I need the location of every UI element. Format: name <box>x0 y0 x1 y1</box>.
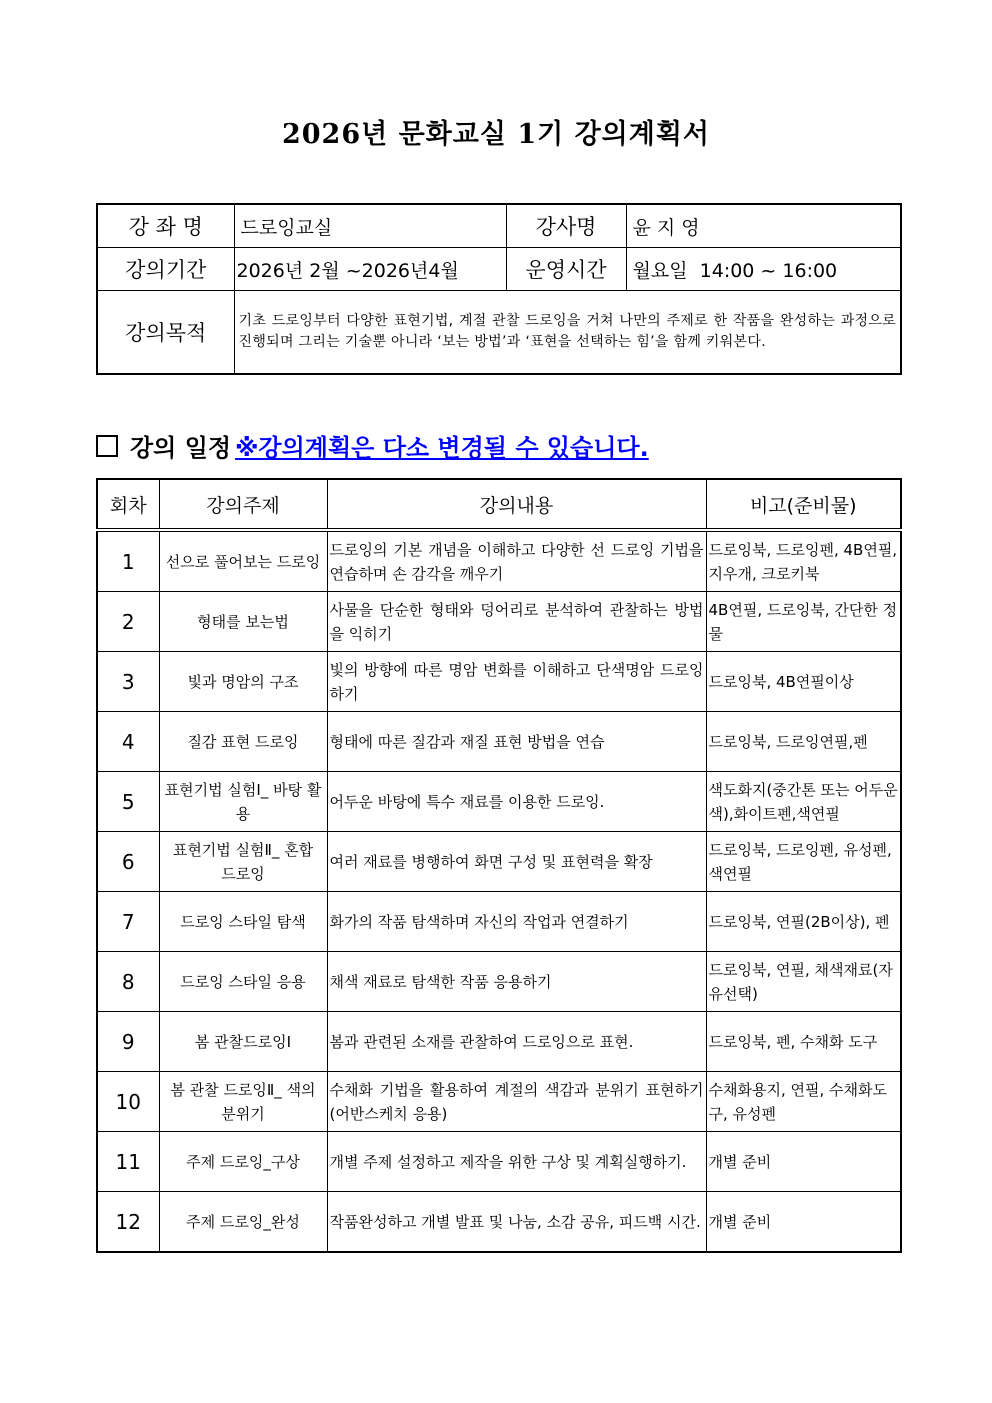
table-row <box>97 652 901 712</box>
session-number: 11 <box>97 1132 159 1192</box>
session-number: 4 <box>97 712 159 772</box>
session-content: 빛의 방향에 따른 명암 변화를 이해하고 단색명암 드로잉하기 <box>327 652 706 712</box>
table-row <box>97 772 901 832</box>
course-name-label: 강 좌 명 <box>97 204 234 248</box>
session-materials: 드로잉북, 4B연필이상 <box>706 652 901 712</box>
page-title: 2026년 문화교실 1기 강의계획서 <box>281 119 711 150</box>
session-number: 9 <box>97 1012 159 1072</box>
session-topic: 주제 드로잉_완성 <box>159 1192 327 1253</box>
session-topic: 빛과 명암의 구조 <box>159 652 327 712</box>
table-row <box>97 1012 901 1072</box>
purpose-value: 기초 드로잉부터 다양한 표현기법, 계절 관찰 드로잉을 거쳐 나만의 주제로 한 작품을 완성하는 과정으로 진행되며 그리는 기술뿐 아니라 ‘보는 방법’과 ‘표현을 선택하는 힘’을 함께 키워본다. <box>234 291 901 375</box>
session-number: 10 <box>97 1072 159 1132</box>
period-label: 강의기간 <box>97 248 234 291</box>
schedule-rows <box>97 530 901 1252</box>
session-number: 12 <box>97 1192 159 1253</box>
session-content: 봄과 관련된 소재를 관찰하여 드로잉으로 표현. <box>327 1012 706 1072</box>
session-content: 화가의 작품 탐색하며 자신의 작업과 연결하기 <box>327 892 706 952</box>
table-row <box>97 1192 901 1253</box>
session-materials: 색도화지(중간톤 또는 어두운색),화이트펜,색연필 <box>706 772 901 832</box>
session-number: 5 <box>97 772 159 832</box>
session-materials: 드로잉북, 드로잉연필,펜 <box>706 712 901 772</box>
purpose-label: 강의목적 <box>97 291 234 375</box>
session-content: 채색 재료로 탐색한 작품 응용하기 <box>327 952 706 1012</box>
session-topic: 드로잉 스타일 탐색 <box>159 892 327 952</box>
session-topic: 주제 드로잉_구상 <box>159 1132 327 1192</box>
instructor-value: 윤 지 영 <box>626 204 901 248</box>
header-materials: 비고(준비물) <box>706 479 901 530</box>
session-topic: 질감 표현 드로잉 <box>159 712 327 772</box>
session-materials: 수채화용지, 연필, 수채화도구, 유성펜 <box>706 1072 901 1132</box>
operating-time-label: 운영시간 <box>506 248 626 291</box>
session-number: 1 <box>97 530 159 592</box>
session-content: 어두운 바탕에 특수 재료를 이용한 드로잉. <box>327 772 706 832</box>
table-row <box>97 892 901 952</box>
session-topic: 형태를 보는법 <box>159 592 327 652</box>
header-content: 강의내용 <box>327 479 706 530</box>
session-materials: 4B연필, 드로잉북, 간단한 정물 <box>706 592 901 652</box>
session-topic: 표현기법 실험Ⅱ_ 혼합 드로잉 <box>159 832 327 892</box>
session-topic: 드로잉 스타일 응용 <box>159 952 327 1012</box>
checkbox-icon <box>96 435 118 457</box>
session-content: 수채화 기법을 활용하여 계절의 색감과 분위기 표현하기(어반스케치 응용) <box>327 1072 706 1132</box>
period-value: 2026년 2월 ~2026년4월 <box>234 248 506 291</box>
session-number: 2 <box>97 592 159 652</box>
session-content: 개별 주제 설정하고 제작을 위한 구상 및 계획실행하기. <box>327 1132 706 1192</box>
operating-time-value: 월요일 14:00 ~ 16:00 <box>626 248 901 291</box>
table-row <box>97 1072 901 1132</box>
course-name-value: 드로잉교실 <box>234 204 506 248</box>
course-info-table <box>96 203 902 375</box>
table-row <box>97 712 901 772</box>
session-number: 3 <box>97 652 159 712</box>
session-number: 6 <box>97 832 159 892</box>
session-materials: 개별 준비 <box>706 1192 901 1253</box>
table-row <box>97 1132 901 1192</box>
table-row <box>97 530 901 592</box>
schedule-heading-text: 강의 일정 <box>130 434 232 462</box>
header-topic: 강의주제 <box>159 479 327 530</box>
session-content: 드로잉의 기본 개념을 이해하고 다양한 선 드로잉 기법을 연습하며 손 감각을 깨우기 <box>327 530 706 592</box>
session-topic: 봄 관찰드로잉Ⅰ <box>159 1012 327 1072</box>
header-session: 회차 <box>97 479 159 530</box>
session-number: 7 <box>97 892 159 952</box>
session-materials: 드로잉북, 펜, 수채화 도구 <box>706 1012 901 1072</box>
schedule-table <box>96 478 902 1253</box>
session-topic: 표현기법 실험Ⅰ_ 바탕 활용 <box>159 772 327 832</box>
session-materials: 드로잉북, 드로잉펜, 유성펜, 색연필 <box>706 832 901 892</box>
session-topic: 선으로 풀어보는 드로잉 <box>159 530 327 592</box>
session-materials: 개별 준비 <box>706 1132 901 1192</box>
session-content: 작품완성하고 개별 발표 및 나눔, 소감 공유, 피드백 시간. <box>327 1192 706 1253</box>
session-content: 여러 재료를 병행하여 화면 구성 및 표현력을 확장 <box>327 832 706 892</box>
session-content: 형태에 따른 질감과 재질 표현 방법을 연습 <box>327 712 706 772</box>
table-row <box>97 832 901 892</box>
instructor-label: 강사명 <box>506 204 626 248</box>
session-materials: 드로잉북, 연필(2B이상), 펜 <box>706 892 901 952</box>
schedule-change-notice: ※강의계획은 다소 변경될 수 있습니다. <box>235 434 649 462</box>
session-number: 8 <box>97 952 159 1012</box>
table-row <box>97 952 901 1012</box>
table-row <box>97 592 901 652</box>
session-topic: 봄 관찰 드로잉Ⅱ_ 색의 분위기 <box>159 1072 327 1132</box>
schedule-section-heading <box>96 428 649 463</box>
session-materials: 드로잉북, 연필, 채색재료(자유선택) <box>706 952 901 1012</box>
session-materials: 드로잉북, 드로잉펜, 4B연필, 지우개, 크로키북 <box>706 530 901 592</box>
session-content: 사물을 단순한 형태와 덩어리로 분석하여 관찰하는 방법을 익히기 <box>327 592 706 652</box>
